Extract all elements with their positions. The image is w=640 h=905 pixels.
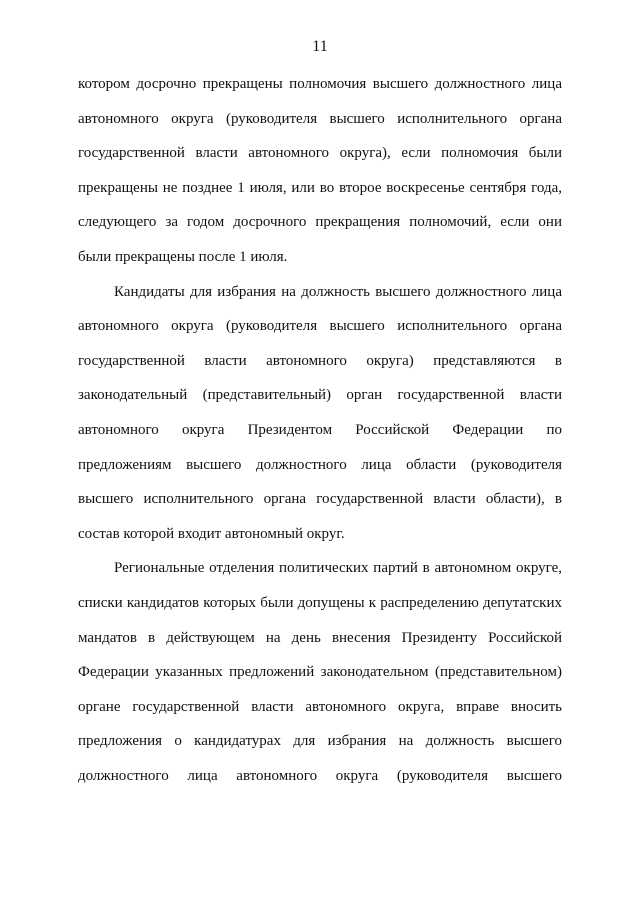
text-line: следующего за годом досрочного прекращения полномочий, если они [78,214,562,231]
text-line: государственной власти автономного округа) представляются в [78,352,562,369]
text-line: автономного округа (руководителя высшего исполнительного органа [78,110,562,127]
text-line: законодательный (представительный) орган государственной власти [78,387,562,404]
document-body [78,67,562,793]
page-number: 11 [312,38,328,55]
text-line: Федерации указанных предложений законодательном (представительном) [78,664,562,681]
text-line: состав которой входит автономный округ. [78,525,345,542]
text-line: предложениям высшего должностного лица области (руководителя [78,456,562,473]
text-line: должностного лица автономного округа (руководителя высшего [78,767,562,784]
text-line: автономного округа Президентом Российской Федерации по [78,421,562,438]
text-line: мандатов в действующем на день внесения Президенту Российской [78,629,562,646]
text-line: прекращены не позднее 1 июля, или во второе воскресенье сентября года, [78,179,562,196]
text-line: высшего исполнительного органа государственной власти области), в [78,491,562,508]
text-line: государственной власти автономного округа), если полномочия были [78,145,562,162]
text-line: автономного округа (руководителя высшего исполнительного органа [78,318,562,335]
text-line: Кандидаты для избрания на должность высшего должностного лица [114,283,562,300]
text-line: котором досрочно прекращены полномочия высшего должностного лица [78,76,562,92]
text-line: списки кандидатов которых были допущены к распределению депутатских [78,594,562,611]
text-line: предложения о кандидатурах для избрания на должность высшего [78,733,562,750]
text-line: органе государственной власти автономного округа, вправе вносить [78,698,562,715]
text-line: были прекращены после 1 июля. [78,248,288,265]
text-line: Региональные отделения политических партий в автономном округе, [114,560,562,577]
paragraph-2 [78,275,562,552]
paragraph-1 [78,67,562,275]
paragraph-3 [78,551,562,793]
